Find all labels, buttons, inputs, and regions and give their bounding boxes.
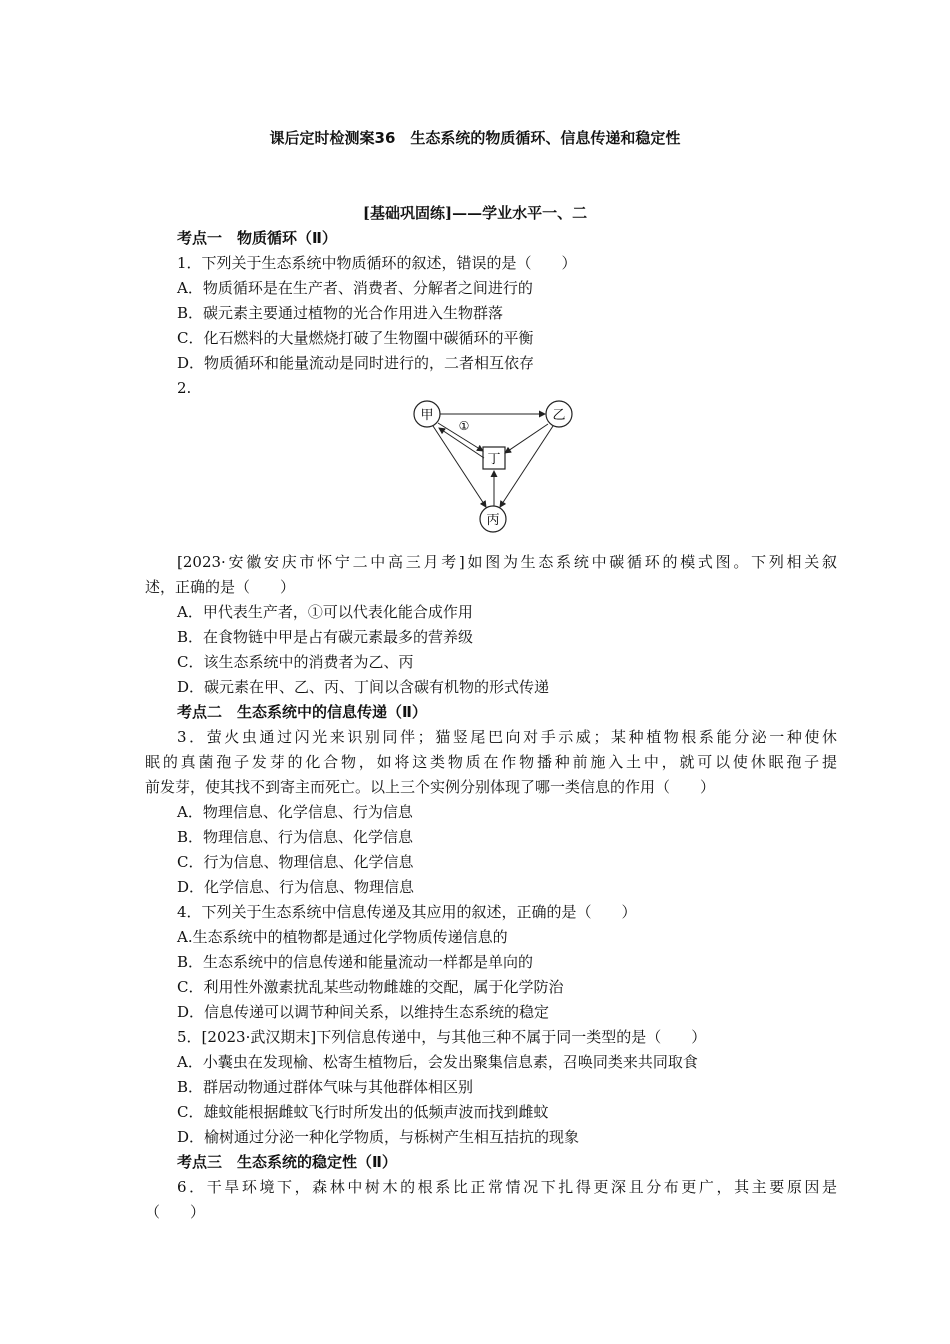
q1-option-c: C．化石燃料的大量燃烧打破了生物圈中碳循环的平衡: [177, 329, 534, 347]
label-bing: 丙: [486, 513, 500, 528]
page-title: 课后定时检测案36 生态系统的物质循环、信息传递和稳定性: [269, 129, 681, 147]
section-title: [基础巩固练]——学业水平一、二: [362, 204, 588, 222]
q3-line1: 3．萤火虫通过闪光来识别同伴；猫竖尾巴向对手示威；某种植物根系能分泌一种使休: [177, 728, 837, 746]
q3-line3: 前发芽，使其找不到寄主而死亡。以上三个实例分别体现了哪一类信息的作用（ ）: [145, 778, 716, 796]
q1-stem: 1．下列关于生态系统中物质循环的叙述，错误的是（ ）: [177, 254, 577, 272]
q1-option-d: D．物质循环和能量流动是同时进行的，二者相互依存: [177, 354, 535, 372]
carbon-cycle-diagram: [405, 393, 585, 535]
q4-stem: 4．下列关于生态系统中信息传递及其应用的叙述，正确的是（ ）: [177, 903, 637, 921]
label-jia: 甲: [420, 408, 434, 423]
q1-option-a: A．物质循环是在生产者、消费者、分解者之间进行的: [177, 279, 533, 297]
q2-option-b: B．在食物链中甲是占有碳元素最多的营养级: [177, 628, 474, 646]
q2-number: 2.: [177, 379, 192, 397]
kd3-heading: 考点三 生态系统的稳定性（Ⅱ）: [177, 1153, 397, 1171]
q3-line2: 眠的真菌孢子发芽的化合物，如将这类物质在作物播种前施入土中，就可以使休眠孢子提: [145, 753, 837, 771]
q5-option-d: D．榆树通过分泌一种化学物质，与栎树产生相互拮抗的现象: [177, 1128, 580, 1146]
label-yi: 乙: [552, 408, 566, 423]
q1-option-b: B．碳元素主要通过植物的光合作用进入生物群落: [177, 304, 504, 322]
q6-line1: 6．干旱环境下，森林中树木的根系比正常情况下扎得更深且分布更广，其主要原因是: [177, 1178, 837, 1196]
q5-option-a: A．小囊虫在发现榆、松寄生植物后，会发出聚集信息素，召唤同类来共同取食: [177, 1053, 698, 1071]
q3-option-a: A．物理信息、化学信息、行为信息: [177, 803, 413, 821]
kd2-heading: 考点二 生态系统中的信息传递（Ⅱ）: [177, 703, 427, 721]
q2-option-c: C．该生态系统中的消费者为乙、丙: [177, 653, 414, 671]
q5-option-c: C．雄蚊能根据雌蚊飞行时所发出的低频声波而找到雌蚊: [177, 1103, 549, 1121]
q3-option-c: C．行为信息、物理信息、化学信息: [177, 853, 414, 871]
q4-option-a: A.生态系统中的植物都是通过化学物质传递信息的: [177, 928, 508, 946]
label-ding: 丁: [487, 452, 501, 467]
q5-stem: 5．[2023·武汉期末]下列信息传递中，与其他三种不属于同一类型的是（ ）: [177, 1028, 707, 1046]
q5-option-b: B．群居动物通过群体气味与其他群体相区别: [177, 1078, 474, 1096]
q2-stem-line1: [2023·安徽安庆市怀宁二中高三月考]如图为生态系统中碳循环的模式图。下列相关叙: [177, 553, 837, 571]
q2-option-d: D．碳元素在甲、乙、丙、丁间以含碳有机物的形式传递: [177, 678, 550, 696]
q4-option-d: D．信息传递可以调节种间关系，以维持生态系统的稳定: [177, 1003, 550, 1021]
kd1-heading: 考点一 物质循环（Ⅱ）: [177, 229, 337, 247]
q2-option-a: A．甲代表生产者，①可以代表化能合成作用: [177, 603, 473, 621]
q6-line2: （ ）: [145, 1203, 206, 1221]
label-arrow1: ①: [458, 419, 470, 433]
q3-option-b: B．物理信息、行为信息、化学信息: [177, 828, 414, 846]
q2-stem-line2: 述，正确的是（ ）: [145, 578, 296, 596]
arrow-jia-bing: [433, 426, 486, 507]
q4-option-b: B．生态系统中的信息传递和能量流动一样都是单向的: [177, 953, 534, 971]
arrow-yi-ding: [505, 424, 548, 453]
q3-option-d: D．化学信息、行为信息、物理信息: [177, 878, 415, 896]
q4-option-c: C．利用性外激素扰乱某些动物雌雄的交配，属于化学防治: [177, 978, 564, 996]
